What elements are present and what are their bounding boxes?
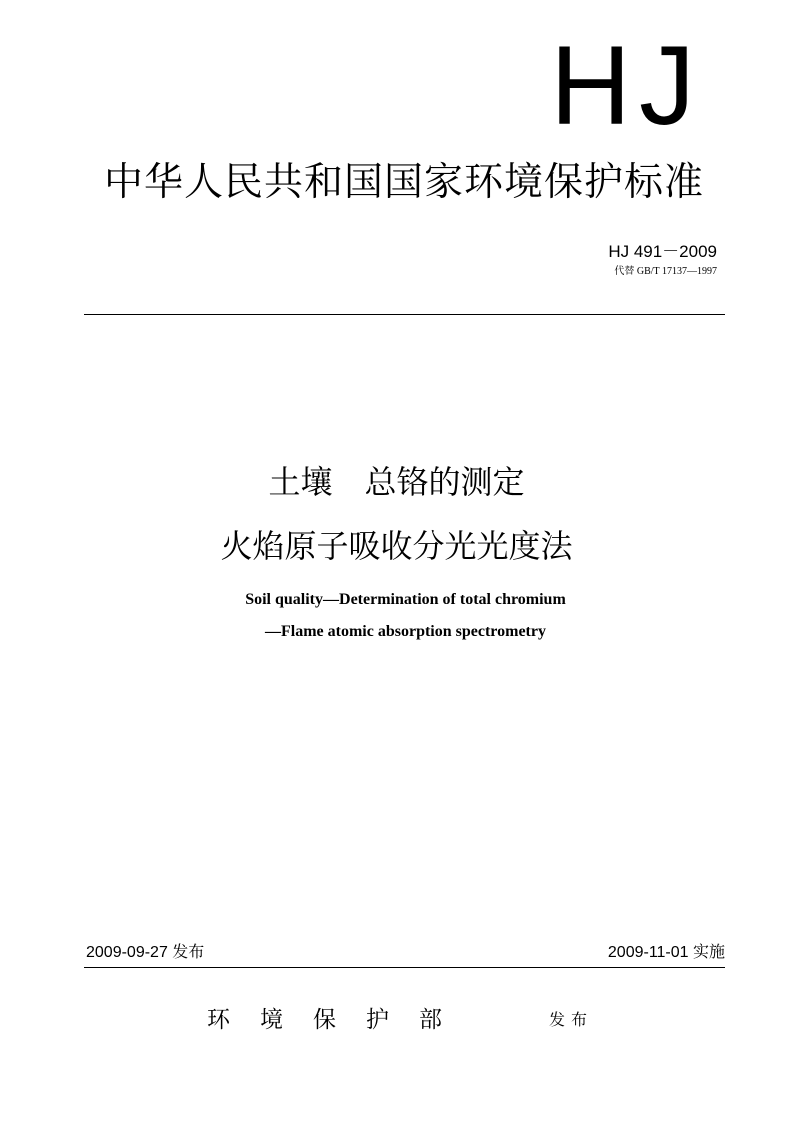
implement-date: 2009-11-01 实施: [607, 944, 725, 961]
issuer-name: 环境保护部: [207, 1007, 472, 1033]
en-title-line2: —Flame atomic absorption spectrometry: [265, 623, 546, 640]
standard-code: HJ 491－2009: [608, 242, 717, 261]
hj-logo: HJ: [550, 23, 703, 148]
top-divider: [84, 314, 725, 315]
standard-title: 中华人民共和国国家环境保护标准: [103, 160, 704, 205]
en-title-line1: Soil quality—Determination of total chromium: [245, 591, 566, 608]
bottom-divider: [84, 967, 725, 968]
issuer-suffix: 发布: [549, 1010, 594, 1029]
replaces-standard: 代替 GB/T 17137—1997: [614, 266, 717, 277]
zh-title-line1: 土壤 总铬的测定: [268, 463, 525, 501]
issue-date: 2009-09-27 发布: [86, 944, 205, 961]
zh-title-line2: 火焰原子吸收分光光度法: [220, 527, 573, 565]
